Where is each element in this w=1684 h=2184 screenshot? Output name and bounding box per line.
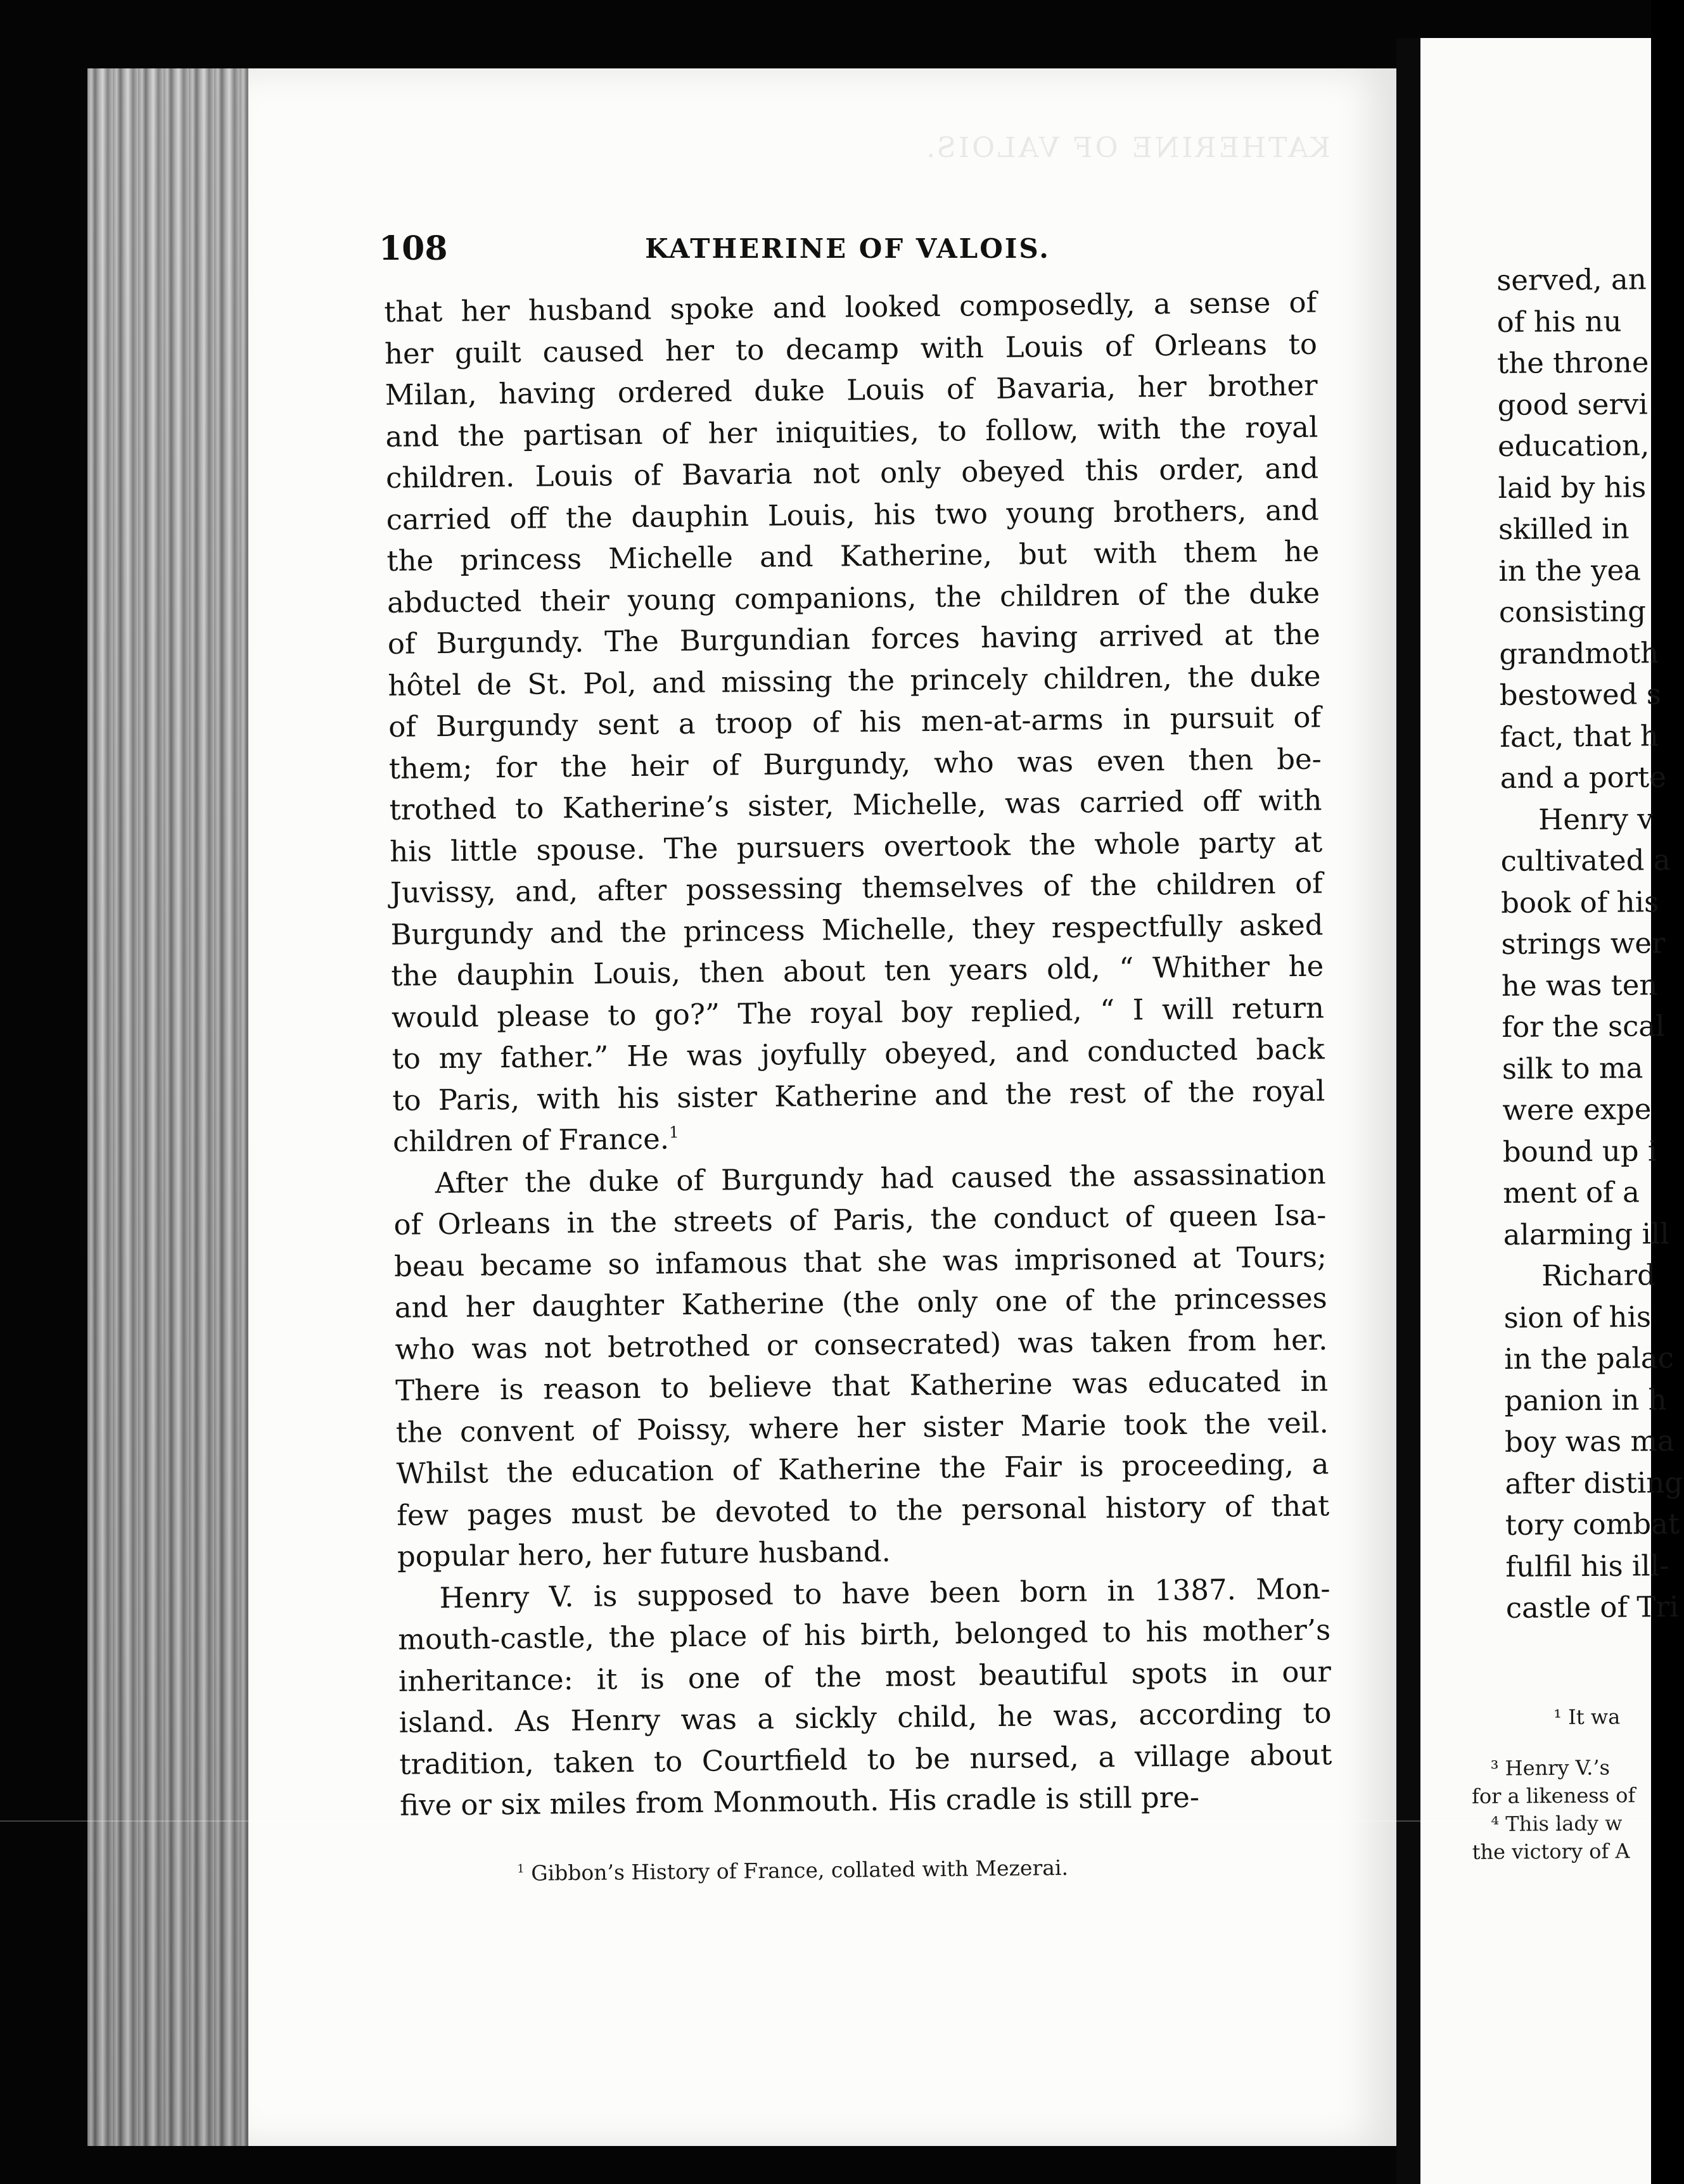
right-page-line: boy was ma [1504, 1424, 1675, 1459]
right-page-line: silk to ma [1502, 1050, 1643, 1086]
body-line: five or six miles from Monmouth. His cradle is still pre- [399, 1780, 1200, 1822]
body-line: of Burgundy. The Burgundian forces having arrived at the [387, 617, 1321, 661]
right-page-line: of his nu [1496, 304, 1622, 339]
right-page-line: Richard [1541, 1258, 1655, 1293]
body-line: carried off the dauphin Louis, his two young brothers, and [386, 493, 1319, 536]
right-page-line: laid by his [1498, 469, 1647, 505]
right-page-line: were expe [1502, 1092, 1652, 1127]
body-line: trothed to Katherine’s sister, Michelle, was carried off with [389, 783, 1322, 827]
right-page-text [1496, 258, 1683, 1628]
body-line: to Paris, with his sister Katherine and the rest of the royal [392, 1074, 1325, 1117]
right-page-line: tory combat [1505, 1507, 1680, 1542]
body-line: and the partisan of her iniquities, to follow, with the royal [385, 410, 1318, 454]
bleed-through-header: KATHERINE OF VALOIS. [924, 132, 1330, 164]
body-line: that her husband spoke and looked composedly, a sense of [384, 285, 1317, 329]
body-line: of Orleans in the streets of Paris, the conduct of queen Isa- [393, 1198, 1327, 1241]
body-line: Henry V. is supposed to have been born in 1387. Mon- [439, 1571, 1330, 1615]
right-page-footnote-line: ⁴ This lady w [1491, 1811, 1623, 1836]
footnote-marker: 1 [517, 1862, 525, 1876]
right-page-line: skilled in [1498, 511, 1630, 546]
right-page-line: sion of his [1503, 1299, 1652, 1335]
body-line: her guilt caused her to decamp with Louis of Orleans to [384, 327, 1318, 371]
right-page-line: ment of a [1503, 1175, 1640, 1210]
right-page-line: alarming ill [1503, 1216, 1669, 1252]
body-line: children of France.$^1$ [392, 1122, 679, 1159]
body-text [384, 282, 1332, 1827]
body-line: few pages must be devoted to the personal history of that [396, 1488, 1330, 1532]
body-line: popular hero, her future husband. [397, 1534, 891, 1573]
right-page-line: fact, that h [1500, 718, 1659, 754]
right-page-footnote-line: ³ Henry V.’s [1490, 1755, 1611, 1781]
right-page-footnote-line: for a likeness of [1471, 1783, 1636, 1808]
body-line: beau became so infamous that she was imprisoned at Tours; [393, 1240, 1327, 1283]
right-page-line: in the palac [1503, 1341, 1674, 1376]
right-page [1420, 38, 1683, 2184]
right-page-line: grandmoth [1499, 635, 1659, 671]
body-line: the princess Michelle and Katherine, but with them he [386, 534, 1320, 578]
body-line: the convent of Poissy, where her sister Marie took the veil. [395, 1405, 1329, 1449]
right-page-line: fulfil his ill- [1505, 1548, 1669, 1584]
page-header [379, 229, 1317, 274]
body-line: Milan, having ordered duke Louis of Bavaria, her brother [385, 368, 1318, 412]
body-line: mouth-castle, the place of his birth, belonged to his mother’s [398, 1613, 1331, 1656]
right-page-line: education, [1497, 428, 1650, 463]
book-gutter [1396, 38, 1420, 2184]
body-line: and her daughter Katherine (the only one of the princesses [394, 1281, 1327, 1324]
right-page-line: bestowed s [1499, 677, 1662, 712]
body-line: inheritance: it is one of the most beautiful spots in our [398, 1654, 1332, 1698]
body-line: to my father.” He was joyfully obeyed, and conducted back [392, 1032, 1325, 1076]
right-page-line: in the yea [1498, 552, 1642, 588]
edge-shade [87, 68, 253, 2146]
running-title: KATHERINE OF VALOIS. [645, 233, 1050, 264]
body-line: Burgundy and the princess Michelle, they respectfully asked [390, 908, 1324, 951]
body-line: abducted their young companions, the children of the duke [386, 576, 1320, 619]
right-page-footnote-line: the victory of A [1472, 1839, 1630, 1864]
body-line: the dauphin Louis, then about ten years old, “ Whither he [391, 949, 1324, 993]
right-page-line: panion in h [1504, 1382, 1667, 1418]
book-page-edges [87, 68, 253, 2146]
body-line: hôtel de St. Pol, and missing the princely children, the duke [388, 659, 1321, 702]
body-line: Whilst the education of Katherine the Fair is proceeding, a [396, 1447, 1329, 1490]
right-page-line: cultivated a [1500, 843, 1671, 878]
right-page-line: strings wer [1501, 926, 1666, 961]
right-page-line: Henry v [1538, 801, 1654, 837]
body-line: After the duke of Burgundy had caused the assassination [435, 1157, 1326, 1200]
right-page-line: good servi [1497, 386, 1648, 422]
body-line: them; for the heir of Burgundy, who was even then be- [388, 742, 1322, 785]
body-line: island. As Henry was a sickly child, he was, according to [399, 1696, 1332, 1739]
scan-artifact-line [0, 1820, 1651, 1822]
right-page-line: served, an [1496, 262, 1647, 297]
footnote-text: Gibbon’s History of France, collated with Mezerai. [531, 1855, 1069, 1886]
right-page-footnotes [1471, 1703, 1662, 1866]
body-line: Juvissy, and, after possessing themselves of the children of [390, 866, 1324, 910]
right-page-footnote-line: ¹ It wa [1553, 1705, 1621, 1730]
right-page-line: he was ten [1501, 967, 1658, 1003]
body-line: would please to go?” The royal boy replied, “ I will return [391, 991, 1325, 1034]
body-line: of Burgundy sent a troop of his men-at-arms in pursuit of [388, 700, 1322, 744]
right-page-line: castle of Tri [1505, 1590, 1679, 1625]
body-line: tradition, taken to Courtfield to be nursed, a village about [399, 1737, 1332, 1781]
right-page-line: and a porte [1500, 760, 1667, 795]
right-page-line: consisting [1498, 594, 1647, 629]
page-number: 108 [379, 229, 448, 268]
body-line: who was not betrothed or consecrated) was taken from her. [395, 1322, 1328, 1366]
right-page-line: for the scal [1502, 1009, 1665, 1044]
body-line: There is reason to believe that Katherine was educated in [395, 1364, 1329, 1407]
right-page-line: the throne [1496, 345, 1649, 380]
footnote-reference: 1 [668, 1122, 679, 1142]
body-line: his little spouse. The pursuers overtook the whole party at [389, 825, 1323, 868]
right-page-line: bound up i [1502, 1133, 1657, 1169]
body-line: children. Louis of Bavaria not only obeyed this order, and [385, 451, 1319, 495]
right-page-line: after disting [1505, 1465, 1683, 1501]
right-page-line: book of his [1500, 884, 1659, 920]
